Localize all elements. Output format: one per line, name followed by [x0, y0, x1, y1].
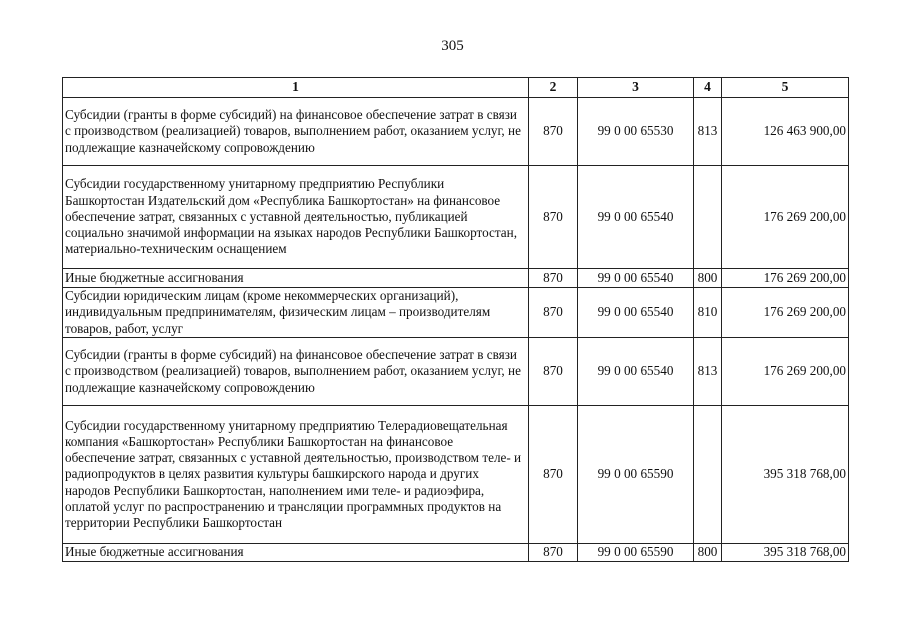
table-row — [63, 544, 849, 562]
table-row — [63, 288, 849, 338]
row-target: 99 0 00 65540 — [578, 338, 694, 406]
row-target: 99 0 00 65540 — [578, 269, 694, 288]
row-code: 870 — [529, 98, 578, 166]
header-col-5: 5 — [722, 78, 849, 98]
header-col-4: 4 — [694, 78, 722, 98]
row-amount: 126 463 900,00 — [722, 98, 849, 166]
row-type: 810 — [694, 288, 722, 338]
row-code: 870 — [529, 338, 578, 406]
row-name: Субсидии (гранты в форме субсидий) на финансовое обеспечение затрат в связи с производством (реализацией) товаров, выполнением работ, оказанием услуг, не подлежащие казначейскому сопровождению — [63, 98, 529, 166]
row-name: Иные бюджетные ассигнования — [63, 544, 529, 562]
row-name: Иные бюджетные ассигнования — [63, 269, 529, 288]
row-name: Субсидии государственному унитарному предприятию Республики Башкортостан Издательский дом «Республика Башкортостан» на финансовое обеспечение затрат, связанных с уставной деятельностью, публикацией социально значимой информации на языках народов Республики Башкортостан, материально-техническим оснащением — [63, 166, 529, 269]
row-amount: 395 318 768,00 — [722, 544, 849, 562]
table-row — [63, 166, 849, 269]
row-target: 99 0 00 65590 — [578, 544, 694, 562]
table-row — [63, 98, 849, 166]
row-target: 99 0 00 65590 — [578, 406, 694, 544]
row-type: 800 — [694, 544, 722, 562]
row-type: 800 — [694, 269, 722, 288]
table-row — [63, 269, 849, 288]
row-amount: 395 318 768,00 — [722, 406, 849, 544]
row-code: 870 — [529, 166, 578, 269]
table-row — [63, 338, 849, 406]
table-row — [63, 406, 849, 544]
row-amount: 176 269 200,00 — [722, 288, 849, 338]
row-code: 870 — [529, 269, 578, 288]
row-name: Субсидии (гранты в форме субсидий) на финансовое обеспечение затрат в связи с производством (реализацией) товаров, выполнением работ, оказанием услуг, не подлежащие казначейскому сопровождению — [63, 338, 529, 406]
row-code: 870 — [529, 406, 578, 544]
row-type — [694, 406, 722, 544]
row-code: 870 — [529, 288, 578, 338]
row-name: Субсидии государственному унитарному предприятию Телерадиовещательная компания «Башкортостан» Республики Башкортостан на финансовое обеспечение затрат, связанных с уставной деятельностью, производством теле- и радиопродуктов в целях развития культуры башкирского народа и других народов Республики Башкортостан, наполнением ими теле- и радиоэфира, оплатой услуг по распространению и трансляции программных продуктов на территории Республики Башкортостан — [63, 406, 529, 544]
header-col-2: 2 — [529, 78, 578, 98]
header-col-3: 3 — [578, 78, 694, 98]
row-name: Субсидии юридическим лицам (кроме некоммерческих организаций), индивидуальным предпринимателям, физическим лицам – производителям товаров, работ, услуг — [63, 288, 529, 338]
header-row — [63, 78, 849, 98]
row-code: 870 — [529, 544, 578, 562]
header-col-1: 1 — [63, 78, 529, 98]
row-target: 99 0 00 65530 — [578, 98, 694, 166]
row-target: 99 0 00 65540 — [578, 288, 694, 338]
row-amount: 176 269 200,00 — [722, 166, 849, 269]
row-amount: 176 269 200,00 — [722, 269, 849, 288]
row-type: 813 — [694, 338, 722, 406]
budget-table — [62, 77, 849, 562]
row-type: 813 — [694, 98, 722, 166]
page-number: 305 — [441, 38, 464, 54]
row-target: 99 0 00 65540 — [578, 166, 694, 269]
row-amount: 176 269 200,00 — [722, 338, 849, 406]
row-type — [694, 166, 722, 269]
